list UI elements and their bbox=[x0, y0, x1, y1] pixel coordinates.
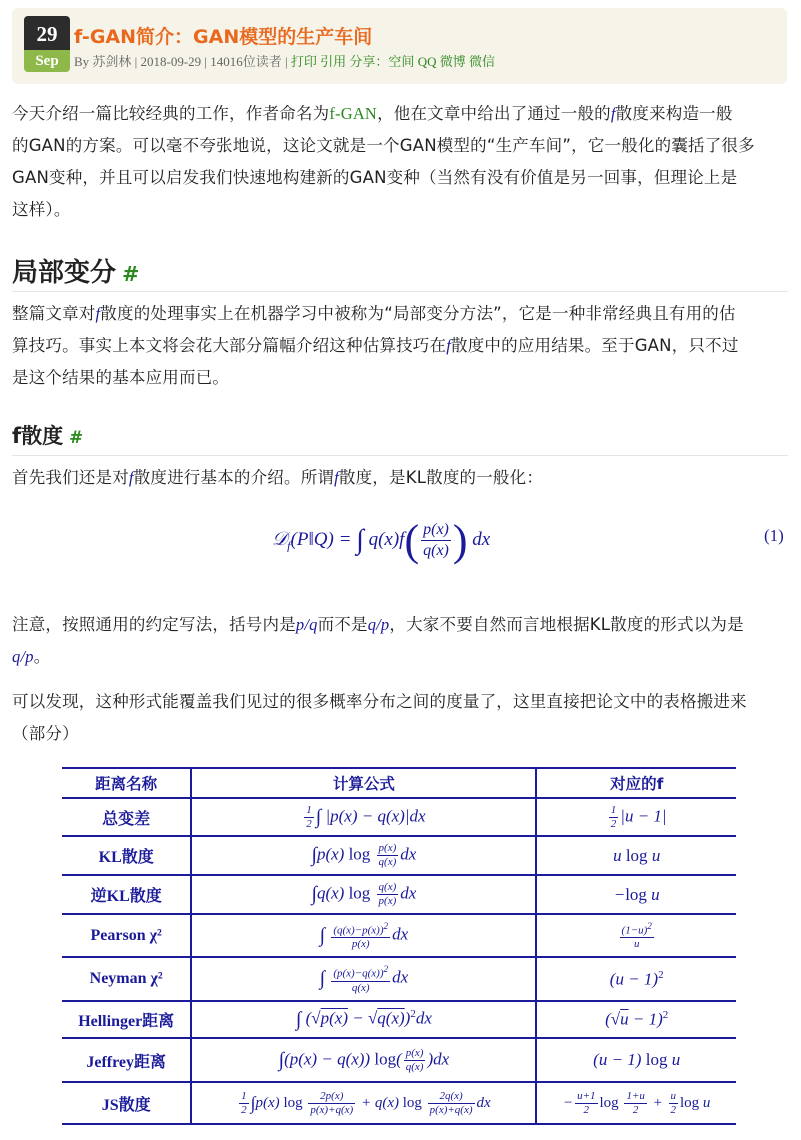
text: ，大家不要自然而言地根据KL散度的形式以为是 bbox=[389, 615, 744, 634]
table-row bbox=[62, 875, 736, 914]
table-row bbox=[62, 1038, 736, 1082]
f-symbol: f bbox=[95, 304, 101, 323]
s1-line-1 bbox=[12, 298, 788, 330]
row-name: Hellinger距离 bbox=[62, 1001, 191, 1038]
text: 整篇文章对 bbox=[12, 304, 96, 323]
f-symbol: f bbox=[334, 468, 339, 487]
text: 而不是 bbox=[317, 615, 368, 634]
anchor-link[interactable]: # bbox=[122, 262, 140, 286]
f-symbol: f bbox=[610, 104, 616, 123]
heading-text: f散度 bbox=[12, 424, 64, 448]
fgan-keyword: f-GAN bbox=[329, 104, 378, 123]
row-name: JS散度 bbox=[62, 1082, 191, 1124]
table-row bbox=[62, 798, 736, 836]
text: 散度中的应用结果。至于GAN，只不过 bbox=[451, 336, 739, 355]
row-name: 逆KL散度 bbox=[62, 875, 191, 914]
text: ，他在文章中给出了通过一般的 bbox=[377, 104, 611, 123]
row-f: $\frac{1}{2}$ |u − 1| bbox=[536, 798, 736, 836]
row-name: 总变差 bbox=[62, 798, 191, 836]
anchor-link[interactable]: # bbox=[69, 427, 84, 447]
table-row bbox=[62, 836, 736, 875]
qp-symbol: q/p bbox=[367, 615, 390, 634]
section2-intro bbox=[12, 462, 788, 494]
row-f: $\frac{(1-u)^2}{u}$ bbox=[536, 914, 736, 957]
text: 散度进行基本的介绍。所谓 bbox=[133, 468, 335, 487]
f-symbol: f bbox=[128, 468, 134, 487]
date-month: Sep bbox=[24, 50, 70, 72]
row-name: Pearson χ² bbox=[62, 914, 191, 957]
share-qq-link[interactable]: QQ bbox=[417, 54, 437, 69]
intro-line-1 bbox=[12, 98, 788, 130]
qp-symbol: q/p bbox=[12, 647, 34, 666]
share-weibo-link[interactable]: 微博 bbox=[439, 54, 466, 69]
row-f: $(u - 1)^2$ bbox=[536, 957, 736, 1001]
header-f: 对应的f bbox=[536, 768, 736, 798]
equation-body: 𝒟$_f$(P‖Q) = ∫ q(x)f( $\frac{p(x)}{q(x)}$ ) dx bbox=[272, 516, 491, 565]
equation-f-divergence bbox=[0, 505, 801, 569]
equation-number: (1) bbox=[764, 526, 784, 545]
divergence-table bbox=[62, 767, 736, 1125]
row-f: −log u bbox=[536, 875, 736, 914]
header-name: 距离名称 bbox=[62, 768, 191, 798]
heading-text: 局部变分 bbox=[12, 258, 117, 288]
f-symbol: f bbox=[446, 336, 451, 355]
text: 首先我们还是对 bbox=[12, 468, 129, 487]
row-f: − $\frac{u+1}{2}$ log $\frac{1+u}{2}$ + $\frac{u}{2}$ log u bbox=[536, 1082, 736, 1124]
row-formula: ∫ $(√p(x) - √q(x))^2dx$ bbox=[191, 1001, 536, 1038]
date-day: 29 bbox=[24, 16, 70, 50]
table-row bbox=[62, 914, 736, 957]
row-formula: ∫(p(x) − q(x)) log( $\frac{p(x)}{q(x)}$ )dx bbox=[191, 1038, 536, 1082]
row-formula: ∫p(x) log $\frac{p(x)}{q(x)}$ dx bbox=[191, 836, 536, 875]
intro-line-3: GAN变种，并且可以启发我们快速地构建新的GAN变种（当然有没有价值是另一回事，但理论上是 bbox=[12, 168, 738, 187]
table-row bbox=[62, 1082, 736, 1124]
s1-line-3: 是这个结果的基本应用而已。 bbox=[12, 368, 230, 387]
row-formula: $\frac{1}{2}$ ∫p(x) log $\frac{2p(x)}{p(x)+q(x)}$ + q(x) log $\frac{2q(x)}{p(x)+q(x)}$ dx bbox=[191, 1082, 536, 1124]
text: 今天介绍一篇比较经典的工作，作者命名为 bbox=[12, 104, 330, 123]
text: 散度的处理事实上在机器学习中被称为“局部变分方法”，它是一种非常经典且有用的估 bbox=[100, 304, 736, 323]
text: 。 bbox=[33, 647, 51, 666]
divider bbox=[12, 455, 788, 456]
meta-info: By 苏剑林 | 2018-09-29 | 14016位读者 | bbox=[74, 54, 288, 69]
note-line-1 bbox=[12, 609, 788, 641]
table-row bbox=[62, 1001, 736, 1038]
text: 算技巧。事实上本文将会花大部分篇幅介绍这种估算技巧在 bbox=[12, 336, 447, 355]
row-name: Neyman χ² bbox=[62, 957, 191, 1001]
row-f: u log u bbox=[536, 836, 736, 875]
row-formula: ∫ $\frac{(p(x)-q(x))^2}{q(x)}$ dx bbox=[191, 957, 536, 1001]
section-heading-local-variational bbox=[12, 252, 139, 289]
row-name: KL散度 bbox=[62, 836, 191, 875]
date-badge bbox=[24, 16, 70, 72]
section-heading-f-divergence bbox=[12, 420, 83, 450]
share-wechat-link[interactable]: 微信 bbox=[468, 54, 495, 69]
post-header bbox=[12, 8, 787, 84]
note-line-2 bbox=[12, 641, 788, 673]
text: 散度，是KL散度的一般化： bbox=[338, 468, 544, 487]
table-header-row bbox=[62, 768, 736, 798]
row-formula: $\frac{1}{2}$ ∫ |p(x) − q(x)|dx bbox=[191, 798, 536, 836]
row-formula: ∫ $\frac{(q(x)-p(x))^2}{p(x)}$ dx bbox=[191, 914, 536, 957]
section1-paragraph bbox=[12, 298, 788, 394]
table-intro bbox=[12, 686, 788, 750]
header-formula: 计算公式 bbox=[191, 768, 536, 798]
text: 散度来构造一般 bbox=[615, 104, 733, 123]
row-f: (u − 1) log u bbox=[536, 1038, 736, 1082]
intro-line-4: 这样）。 bbox=[12, 200, 71, 219]
text: 注意，按照通用的约定写法，括号内是 bbox=[12, 615, 296, 634]
note-paragraph bbox=[12, 609, 788, 673]
s2-line-1 bbox=[12, 462, 788, 494]
post-meta bbox=[74, 51, 495, 70]
table-row bbox=[62, 957, 736, 1001]
table-intro-line-2: （部分） bbox=[12, 724, 79, 743]
row-name: Jeffrey距离 bbox=[62, 1038, 191, 1082]
table-intro-line-1: 可以发现，这种形式能覆盖我们见过的很多概率分布之间的度量了，这里直接把论文中的表格搬进来 bbox=[12, 692, 747, 711]
row-formula: ∫q(x) log $\frac{q(x)}{p(x)}$ dx bbox=[191, 875, 536, 914]
intro-line-2: 的GAN的方案。可以毫不夸张地说，这论文就是一个GAN模型的“生产车间”，它一般化的囊括了很多 bbox=[12, 136, 755, 155]
row-f: $(√u - 1)^2$ bbox=[536, 1001, 736, 1038]
print-link[interactable]: 打印 bbox=[290, 54, 317, 69]
post-title[interactable]: f-GAN简介：GAN模型的生产车间 bbox=[74, 26, 373, 48]
share-qzone-link[interactable]: 分享：空间 bbox=[349, 54, 415, 69]
cite-link[interactable]: 引用 bbox=[320, 54, 347, 69]
divider bbox=[12, 291, 788, 292]
pq-symbol: p/q bbox=[295, 615, 318, 634]
intro-paragraph bbox=[12, 98, 788, 226]
s1-line-2 bbox=[12, 330, 788, 362]
